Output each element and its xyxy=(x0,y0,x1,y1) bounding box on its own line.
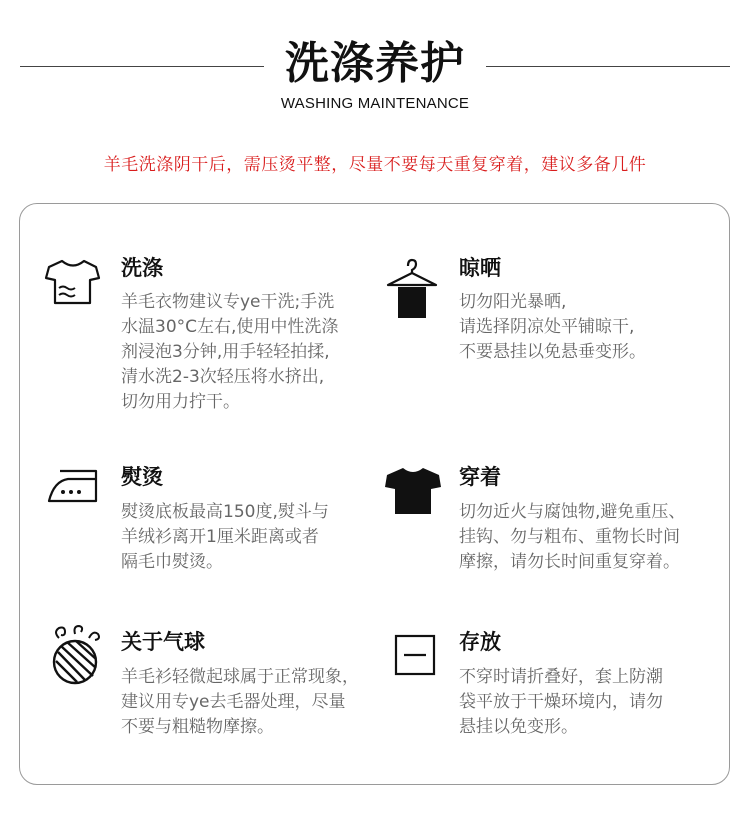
page-subtitle: WASHING MAINTENANCE xyxy=(280,95,470,112)
t-shirt-icon xyxy=(384,466,442,516)
item-description: 切勿近火与腐蚀物,避免重压、 挂钩、勿与粗布、重物长时间 摩擦，请勿长时间重复穿着。 xyxy=(459,502,686,572)
item-title: 穿着 xyxy=(459,465,501,489)
hanger-drying-icon xyxy=(384,256,440,320)
folded-storage-icon xyxy=(394,634,436,676)
page-title: 洗涤养护 xyxy=(285,38,465,89)
t-shirt-wash-icon xyxy=(44,258,102,306)
item-title: 熨烫 xyxy=(121,465,163,489)
item-title: 洗涤 xyxy=(121,256,163,280)
item-description: 羊毛衣物建议专ye干洗;手洗 水温30°C左右,使用中性洗涤 剂浸泡3分钟,用手轻轻拍揉, 清水洗2-3次轻压将水挤出, 切勿用力拧干。 xyxy=(121,292,339,412)
item-description: 羊毛衫轻微起球属于正常现象， 建议用专ye去毛器处理，尽量 不要与粗糙物摩擦。 xyxy=(121,667,359,737)
item-description: 不穿时请折叠好，套上防潮 袋平放于干燥环境内，请勿 悬挂以免变形。 xyxy=(459,667,663,737)
item-title: 关于气球 xyxy=(121,630,205,654)
care-notice: 羊毛洗涤阴干后，需压烫平整，尽量不要每天重复穿着，建议多备几件 xyxy=(103,155,647,175)
yarn-ball-icon xyxy=(49,624,103,686)
item-title: 晾晒 xyxy=(459,256,501,280)
item-title: 存放 xyxy=(459,630,501,654)
item-description: 切勿阳光暴晒, 请选择阴凉处平铺晾干, 不要悬挂以免悬垂变形。 xyxy=(459,292,646,362)
item-description: 熨烫底板最高150度,熨斗与 羊绒衫离开1厘米距离或者 隔毛巾熨烫。 xyxy=(121,502,329,572)
iron-icon xyxy=(46,467,100,507)
